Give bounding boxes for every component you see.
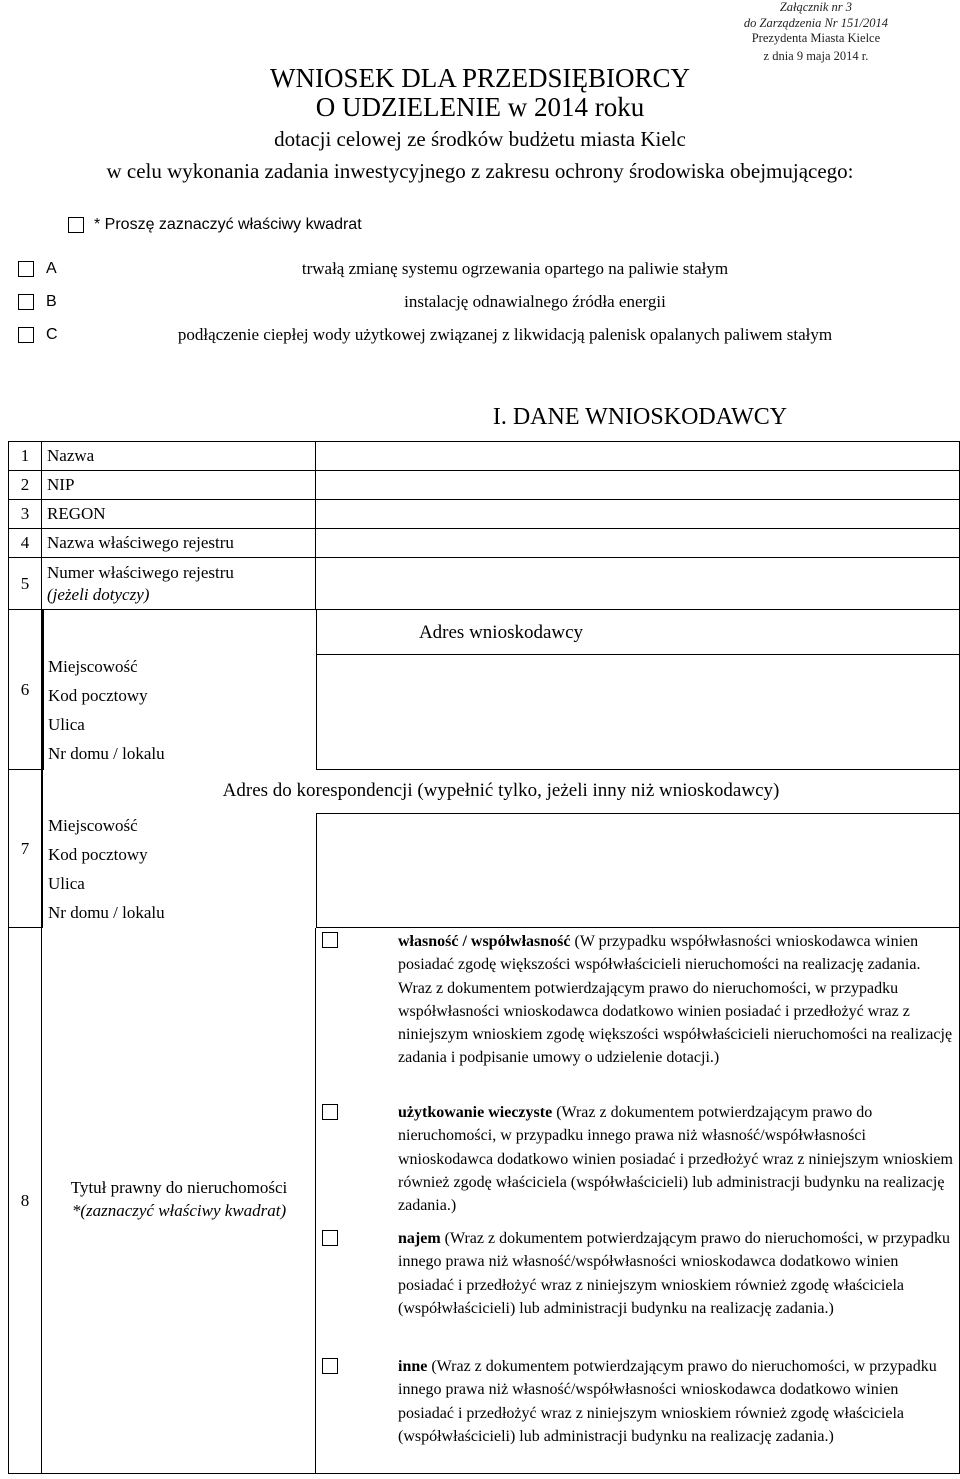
row-8-number: 8 <box>8 928 42 1474</box>
row-2-label: NIP <box>42 471 316 500</box>
option-c-text: podłączenie ciepłej wody użytkowej związanej z likwidacją palenisk opalanych paliwem stałym <box>177 325 833 344</box>
lease-label: najem <box>398 1230 441 1247</box>
section-title: I. DANE WNIOSKODAWCY <box>492 404 788 430</box>
lease-desc: (Wraz z dokumentem potwierdzającym prawo do nieruchomości, w przypadku innego prawa niż własność/współwłasności wnioskodawca dodatkowo winien posiadać i przedłożyć wraz z niniejszym wnioskiem również zgodę właściciela (współwłaścicieli) lub administracji budynku na realizację zadania.) <box>398 1230 951 1317</box>
option-a-text: trwałą zmianę systemu ogrzewania opartego na paliwie stałym <box>301 259 729 278</box>
correspondence-field-street: Ulica <box>48 874 85 893</box>
row-3-number: 3 <box>8 500 42 529</box>
row-5-label <box>42 558 316 610</box>
other-label: inne <box>398 1358 428 1375</box>
attachment-line-4: z dnia 9 maja 2014 r. <box>763 48 869 63</box>
option-b <box>18 293 57 311</box>
option-a-letter: A <box>46 260 57 277</box>
document-title <box>0 62 960 184</box>
title-line-1: WNIOSEK DLA PRZEDSIĘBIORCY <box>269 63 690 93</box>
address-divider-right <box>316 610 317 770</box>
option-c-letter: C <box>46 326 58 343</box>
row-5-note: (jeżeli dotyczy) <box>47 584 150 604</box>
attachment-line-2: do Zarządzenia Nr 151/2014 <box>743 15 888 30</box>
example-checkbox <box>68 217 84 233</box>
correspondence-fields <box>48 811 165 927</box>
correspondence-field-postcode: Kod pocztowy <box>48 845 148 864</box>
row-1-label: Nazwa <box>42 441 316 471</box>
row-5-label-text: Numer właściwego rejestru <box>47 562 234 582</box>
hint-text: * Proszę zaznaczyć właściwy kwadrat <box>94 216 362 233</box>
address-heading: Adres wnioskodawcy <box>418 622 584 643</box>
correspondence-field-city: Miejscowość <box>48 816 138 835</box>
address-divider <box>42 610 44 770</box>
nip-input[interactable] <box>316 471 960 500</box>
row-6-number: 6 <box>8 610 42 770</box>
attachment-line-1: Załącznik nr 3 <box>779 0 853 14</box>
perpetual-usufruct-checkbox[interactable] <box>322 1104 338 1120</box>
lease-checkbox[interactable] <box>322 1230 338 1246</box>
legal-title-note: *(zaznaczyć właściwy kwadrat) <box>71 1201 287 1220</box>
perpetual-usufruct-label: użytkowanie wieczyste <box>398 1104 553 1121</box>
row-7-number: 7 <box>8 770 42 928</box>
perpetual-usufruct-desc: (Wraz z dokumentem potwierdzającym prawo do nieruchomości, w przypadku innego prawa niż własność/współwłasności wnioskodawca dodatkowo winien posiadać i przedłożyć wraz z niniejszym wnioskiem również zgodę właściciela (współwłaścicieli) lub administracji budynku na realizację zadania.) <box>398 1104 953 1215</box>
other-checkbox[interactable] <box>322 1358 338 1374</box>
address-field-street: Ulica <box>48 715 85 734</box>
address-input-area[interactable] <box>316 654 960 770</box>
attachment-line-3: Prezydenta Miasta Kielce <box>751 31 881 45</box>
address-fields <box>48 652 165 768</box>
other-option <box>398 1355 953 1448</box>
ownership-label: własność / współwłasność <box>398 933 571 950</box>
option-a-checkbox[interactable] <box>18 261 34 277</box>
option-b-text: instalację odnawialnego źródła energii <box>404 292 666 311</box>
option-c <box>18 326 58 344</box>
checkbox-hint <box>68 216 362 234</box>
title-line-4: w celu wykonania zadania inwestycyjnego z zakresu ochrony środowiska obejmującego: <box>106 159 854 183</box>
name-input[interactable] <box>316 441 960 471</box>
register-name-input[interactable] <box>316 529 960 558</box>
row-1-number: 1 <box>8 441 42 471</box>
correspondence-field-house: Nr domu / lokalu <box>48 903 165 922</box>
row-3-label: REGON <box>42 500 316 529</box>
lease-option <box>398 1227 953 1320</box>
row-2-number: 2 <box>8 471 42 500</box>
title-line-2: O UDZIELENIE w 2014 roku <box>315 92 645 122</box>
row-5-number: 5 <box>8 558 42 610</box>
perpetual-usufruct-option <box>398 1101 953 1217</box>
address-field-city: Miejscowość <box>48 657 138 676</box>
ownership-option <box>398 930 953 1070</box>
other-desc: (Wraz z dokumentem potwierdzającym prawo do nieruchomości, w przypadku innego prawa niż własność/współwłasności wnioskodawca dodatkowo winien posiadać i przedłożyć wraz z niniejszym wnioskiem również zgodę właściciela (współwłaścicieli) lub administracji budynku na realizację zadania.) <box>398 1358 937 1445</box>
legal-title-text: Tytuł prawny do nieruchomości <box>70 1178 288 1197</box>
ownership-checkbox[interactable] <box>322 932 338 948</box>
title-line-3: dotacji celowej ze środków budżetu miasta Kielc <box>274 127 686 151</box>
option-c-checkbox[interactable] <box>18 327 34 343</box>
row-4-label: Nazwa właściwego rejestru <box>42 529 316 558</box>
option-b-checkbox[interactable] <box>18 294 34 310</box>
attachment-note <box>744 0 888 64</box>
register-number-input[interactable] <box>316 558 960 610</box>
option-a <box>18 260 57 278</box>
option-b-letter: B <box>46 293 57 310</box>
correspondence-input-area[interactable] <box>316 813 960 928</box>
address-field-house: Nr domu / lokalu <box>48 744 165 763</box>
address-field-postcode: Kod pocztowy <box>48 686 148 705</box>
row-4-number: 4 <box>8 529 42 558</box>
correspondence-heading: Adres do korespondencji (wypełnić tylko, jeżeli inny niż wnioskodawcy) <box>222 780 780 801</box>
regon-input[interactable] <box>316 500 960 529</box>
ownership-desc: (W przypadku współwłasności wnioskodawca winien posiadać zgodę większości współwłaścicieli nieruchomości na realizację zadania. Wraz z dokumentem potwierdzającym prawo do nieruchomości, w przypadku współwłasności wnioskodawca dodatkowo winien posiadać i przedłożyć wraz z niniejszym wnioskiem zgodę większości współwłaścicieli nieruchomości na realizację zadania i podpisanie umowy o udzielenie dotacji.) <box>398 933 953 1067</box>
legal-title-label <box>48 1176 310 1222</box>
